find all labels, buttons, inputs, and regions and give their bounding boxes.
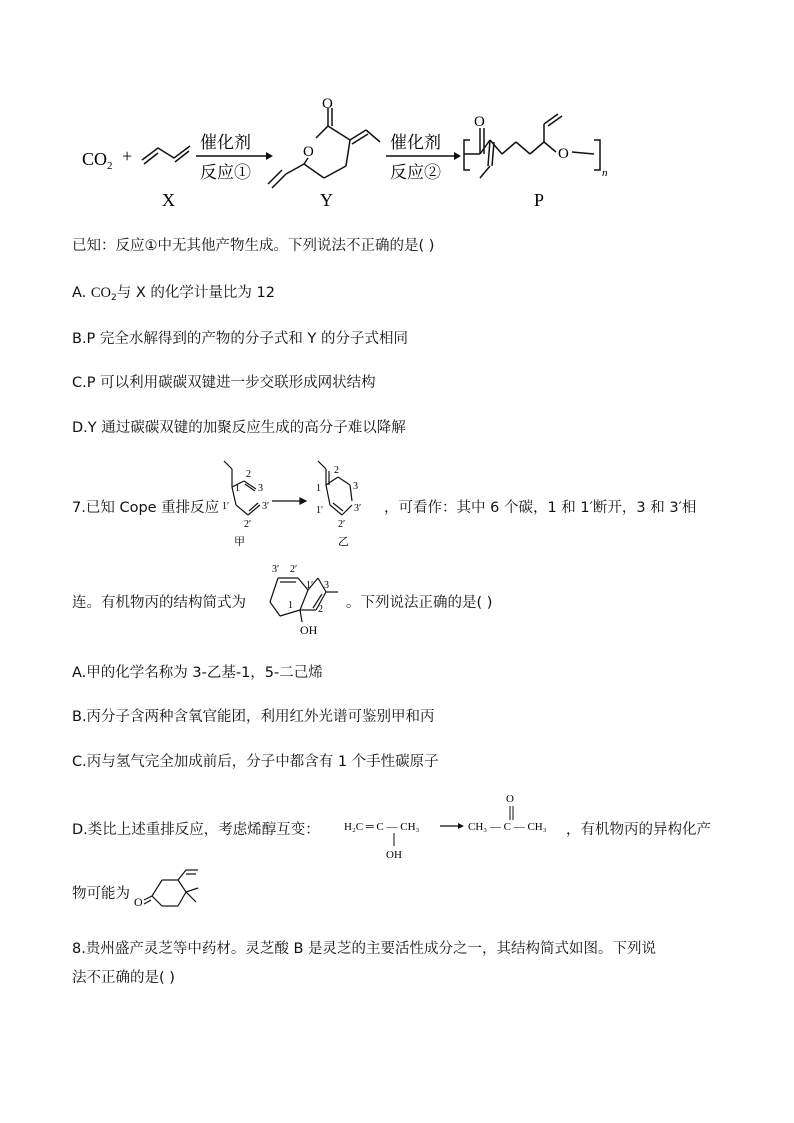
co2-formula: $CO_2$ xyxy=(82,149,113,172)
ketone-o: O xyxy=(506,793,514,805)
jia-label-2p: 2′ xyxy=(244,519,252,530)
yi-label-1: 1 xyxy=(316,483,321,494)
carbonyl-o-y: O xyxy=(322,98,333,112)
isomer-product-structure xyxy=(132,866,212,916)
reaction-scheme xyxy=(78,98,608,217)
bing-label-1: 1 xyxy=(288,600,293,611)
compound-bing-structure xyxy=(262,558,346,644)
q7-option-d-post: ，有机物丙的异构化产 xyxy=(566,822,711,838)
enol-formula: H₂C ═ C — CH₃ xyxy=(344,821,420,833)
ketone-formula: CH₃ — C — CH₃ xyxy=(468,821,547,833)
isomer-o: O xyxy=(134,895,143,909)
enol-oh: OH xyxy=(386,849,402,861)
plus-sign: + xyxy=(122,146,133,166)
yi-label-1p: 1′ xyxy=(316,505,324,516)
polymer-n: n xyxy=(602,167,608,179)
ring-o-y: O xyxy=(303,144,314,160)
q6-known: 已知：反应①中无其他产物生成。下列说法不正确的是( ) xyxy=(72,238,435,254)
bing-label-1p: 1′ xyxy=(306,580,314,591)
yi-label-2p: 2′ xyxy=(338,519,346,530)
cope-rearrangement-scheme xyxy=(222,455,382,551)
q6-option-b: B.P 完全水解得到的产物的分子式和 Y 的分子式相同 xyxy=(72,331,408,347)
yi-label-3p: 3′ xyxy=(354,503,362,514)
jia-label-1p: 1′ xyxy=(222,501,230,512)
jia-label-1: 1 xyxy=(235,483,240,494)
jia-label-3: 3 xyxy=(258,483,263,494)
jia-label-2: 2 xyxy=(246,469,251,480)
q7-stem2-pre: 连。有机物丙的结构简式为 xyxy=(72,595,246,611)
q7-stem-post: ，可看作：其中 6 个碳，1 和 1′断开，3 和 3′相 xyxy=(384,500,697,516)
q7-stem2-post: 。下列说法正确的是( ) xyxy=(346,595,493,611)
yi-label-2: 2 xyxy=(334,465,339,476)
label-x: X xyxy=(162,190,175,210)
q8-line2: 法不正确的是( ) xyxy=(72,970,175,986)
carbonyl-o-p: O xyxy=(474,114,485,130)
q7-stem-pre: 7.已知 Cope 重排反应 xyxy=(72,500,220,516)
reaction-label-1: 反应① xyxy=(200,163,251,182)
catalyst-label-2: 催化剂 xyxy=(390,133,441,152)
bing-oh: OH xyxy=(300,623,318,637)
q7-option-d-pre: D.类比上述重排反应，考虑烯醇互变： xyxy=(72,822,320,838)
butadiene-structure xyxy=(142,146,190,160)
label-p: P xyxy=(534,190,545,210)
q8-line1: 8.贵州盛产灵芝等中药材。灵芝酸 B 是灵芝的主要活性成分之一，其结构简式如图。下列说 xyxy=(72,941,656,957)
ether-o-p: O xyxy=(558,146,569,162)
q6-option-d: D.Y 通过碳碳双键的加聚反应生成的高分子难以降解 xyxy=(72,420,406,436)
jia-label-3p: 3′ xyxy=(262,501,270,512)
q7-option-b: B.丙分子含两种含氧官能团，利用红外光谱可鉴别甲和丙 xyxy=(72,709,435,725)
bing-label-2: 2 xyxy=(318,604,323,615)
q6-option-c: C.P 可以利用碳碳双键进一步交联形成网状结构 xyxy=(72,375,376,391)
label-y: Y xyxy=(320,190,333,210)
yi-label-3: 3 xyxy=(353,481,358,492)
lactone-y-structure xyxy=(268,108,380,188)
reaction-label-2: 反应② xyxy=(390,163,441,182)
enol-tautomerism-scheme xyxy=(340,790,562,866)
jia-caption: 甲 xyxy=(234,536,245,547)
bing-label-3p: 3′ xyxy=(272,564,280,575)
q7-option-d-line2: 物可能为 xyxy=(72,886,130,902)
bing-label-2p: 2′ xyxy=(290,564,298,575)
q7-option-c: C.丙与氢气完全加成前后，分子中都含有 1 个手性碳原子 xyxy=(72,754,439,770)
q6-option-a: A. $CO_2$与 X 的化学计量比为 12 xyxy=(72,285,275,303)
yi-caption: 乙 xyxy=(338,536,349,547)
q7-option-a: A.甲的化学名称为 3-乙基-1，5-二己烯 xyxy=(72,665,323,681)
bing-label-3: 3 xyxy=(324,580,329,591)
catalyst-label-1: 催化剂 xyxy=(200,133,251,152)
